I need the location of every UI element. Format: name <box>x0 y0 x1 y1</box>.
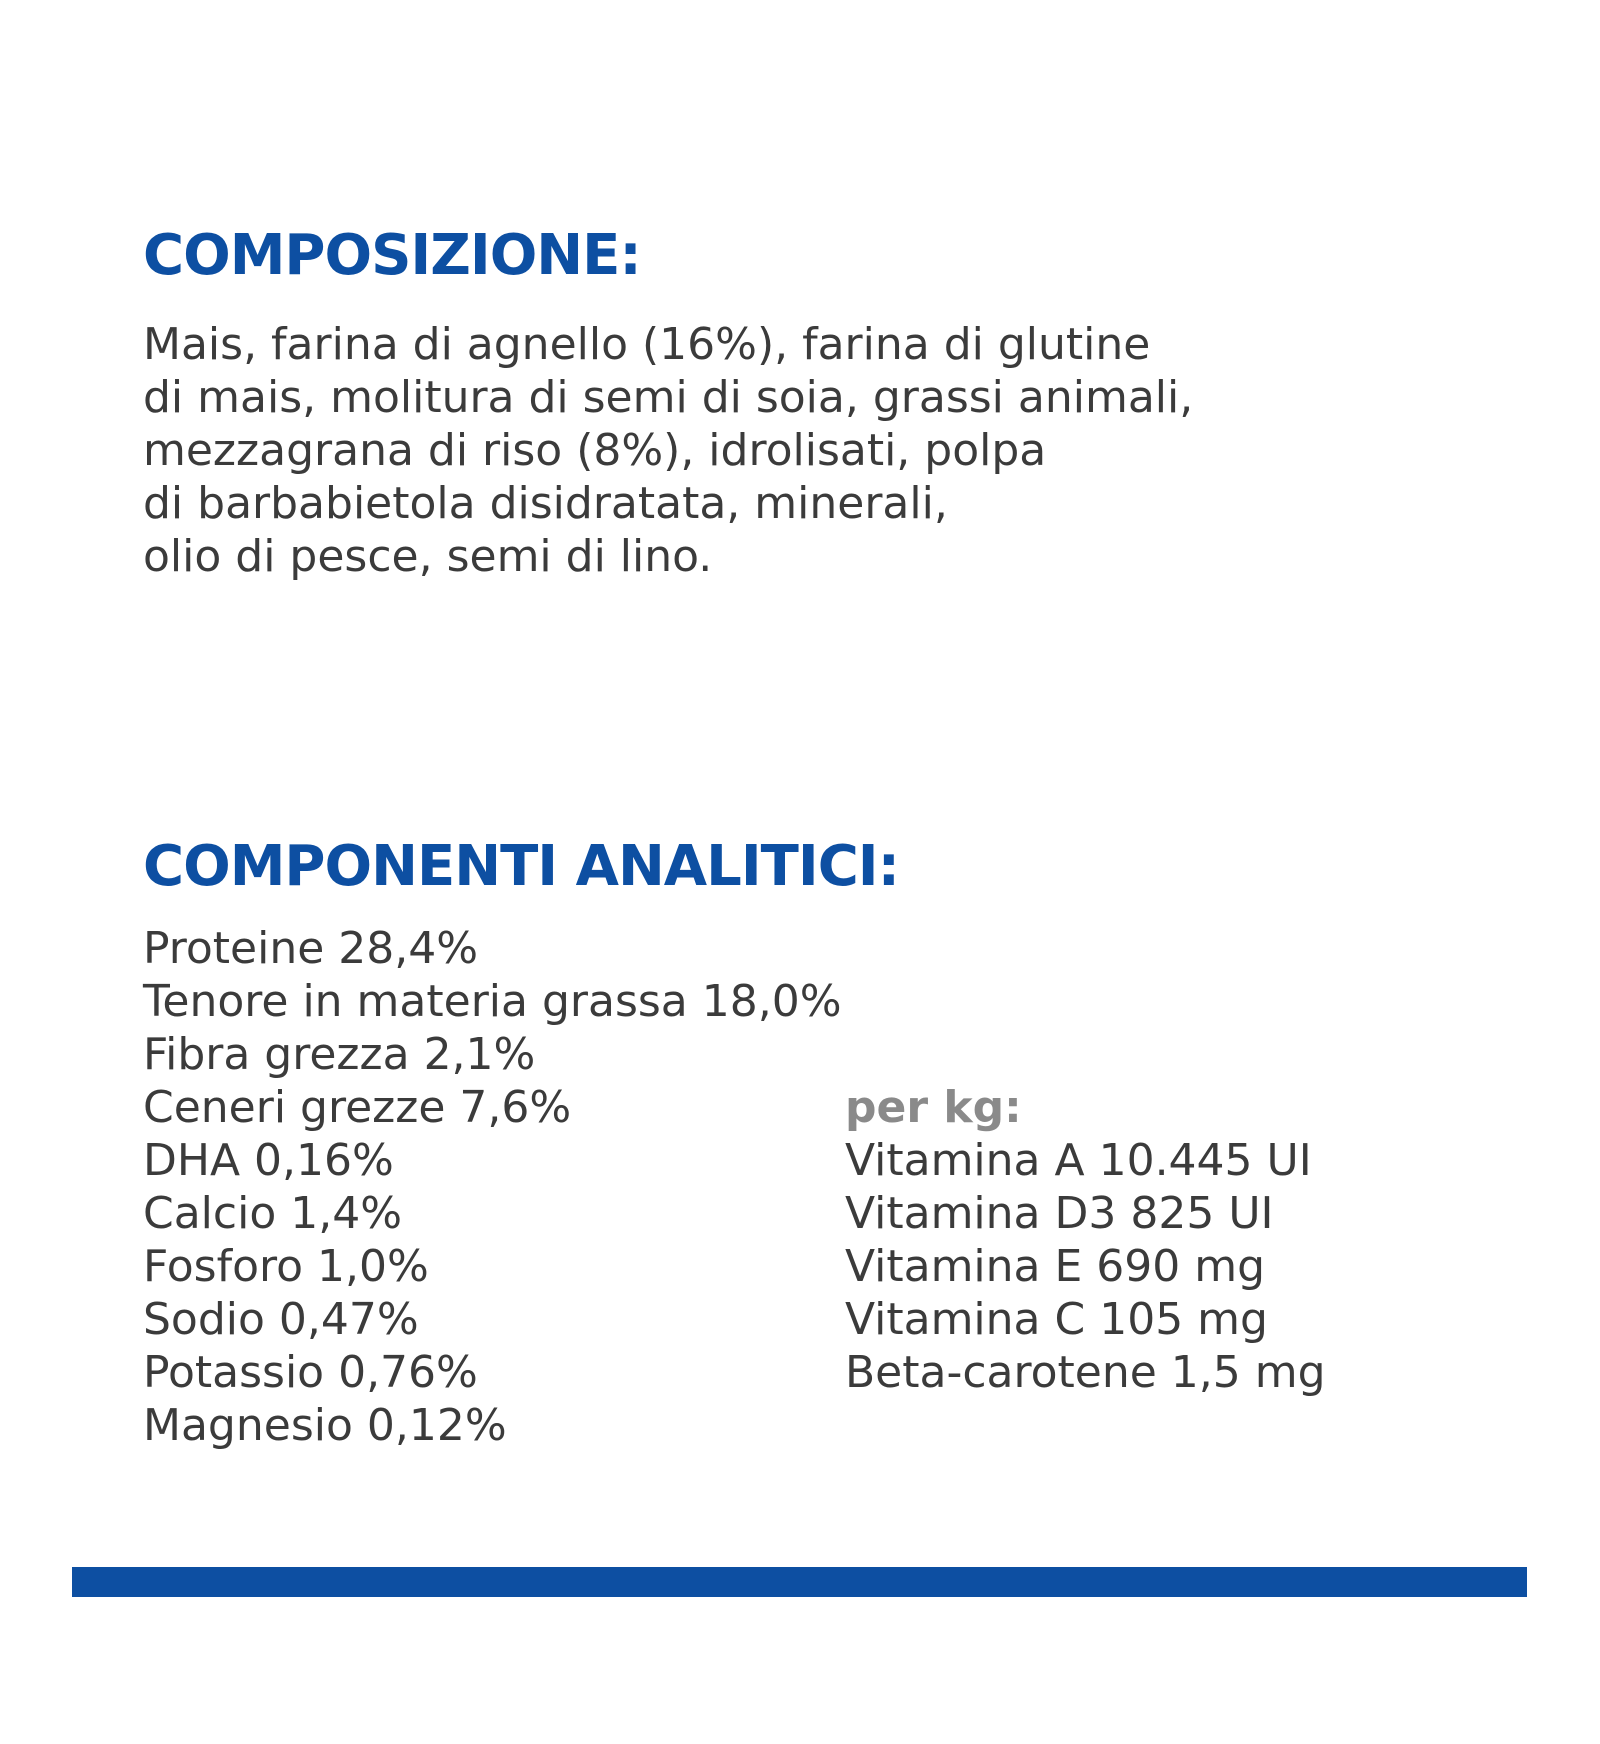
vitamin-item: Vitamina C 105 mg <box>845 1294 1268 1345</box>
analytic-heading: COMPONENTI ANALITICI: <box>143 834 900 899</box>
analytic-list <box>143 922 842 1452</box>
composition-heading: COMPOSIZIONE: <box>143 223 641 288</box>
analytic-item: Fibra grezza 2,1% <box>143 1029 536 1080</box>
analytic-item: DHA 0,16% <box>143 1135 394 1186</box>
analytic-item: Tenore in materia grassa 18,0% <box>143 976 842 1027</box>
vitamin-item: Vitamina D3 825 UI <box>845 1188 1274 1239</box>
vitamin-item: Vitamina E 690 mg <box>845 1241 1266 1292</box>
composition-line: di barbabietola disidratata, minerali, <box>143 478 948 529</box>
analytic-item: Fosforo 1,0% <box>143 1241 429 1292</box>
composition-line: di mais, molitura di semi di soia, grassi animali, <box>143 372 1194 423</box>
analytic-item: Magnesio 0,12% <box>143 1400 507 1451</box>
vitamin-list <box>845 1081 1326 1399</box>
composition-line: olio di pesce, semi di lino. <box>143 531 713 582</box>
analytic-item: Potassio 0,76% <box>143 1347 478 1398</box>
composition-line: Mais, farina di agnello (16%), farina di glutine <box>143 319 1151 370</box>
analytic-item: Calcio 1,4% <box>143 1188 403 1239</box>
analytic-item: Ceneri grezze 7,6% <box>143 1082 572 1133</box>
composition-text <box>143 318 1193 583</box>
bottom-divider-bar <box>72 1567 1527 1597</box>
analytic-item: Sodio 0,47% <box>143 1294 419 1345</box>
analytic-item: Proteine 28,4% <box>143 923 479 974</box>
per-kg-label: per kg: <box>845 1082 1022 1133</box>
composition-line: mezzagrana di riso (8%), idrolisati, polpa <box>143 425 1047 476</box>
vitamin-item: Vitamina A 10.445 UI <box>845 1135 1312 1186</box>
vitamin-item: Beta-carotene 1,5 mg <box>845 1347 1326 1398</box>
